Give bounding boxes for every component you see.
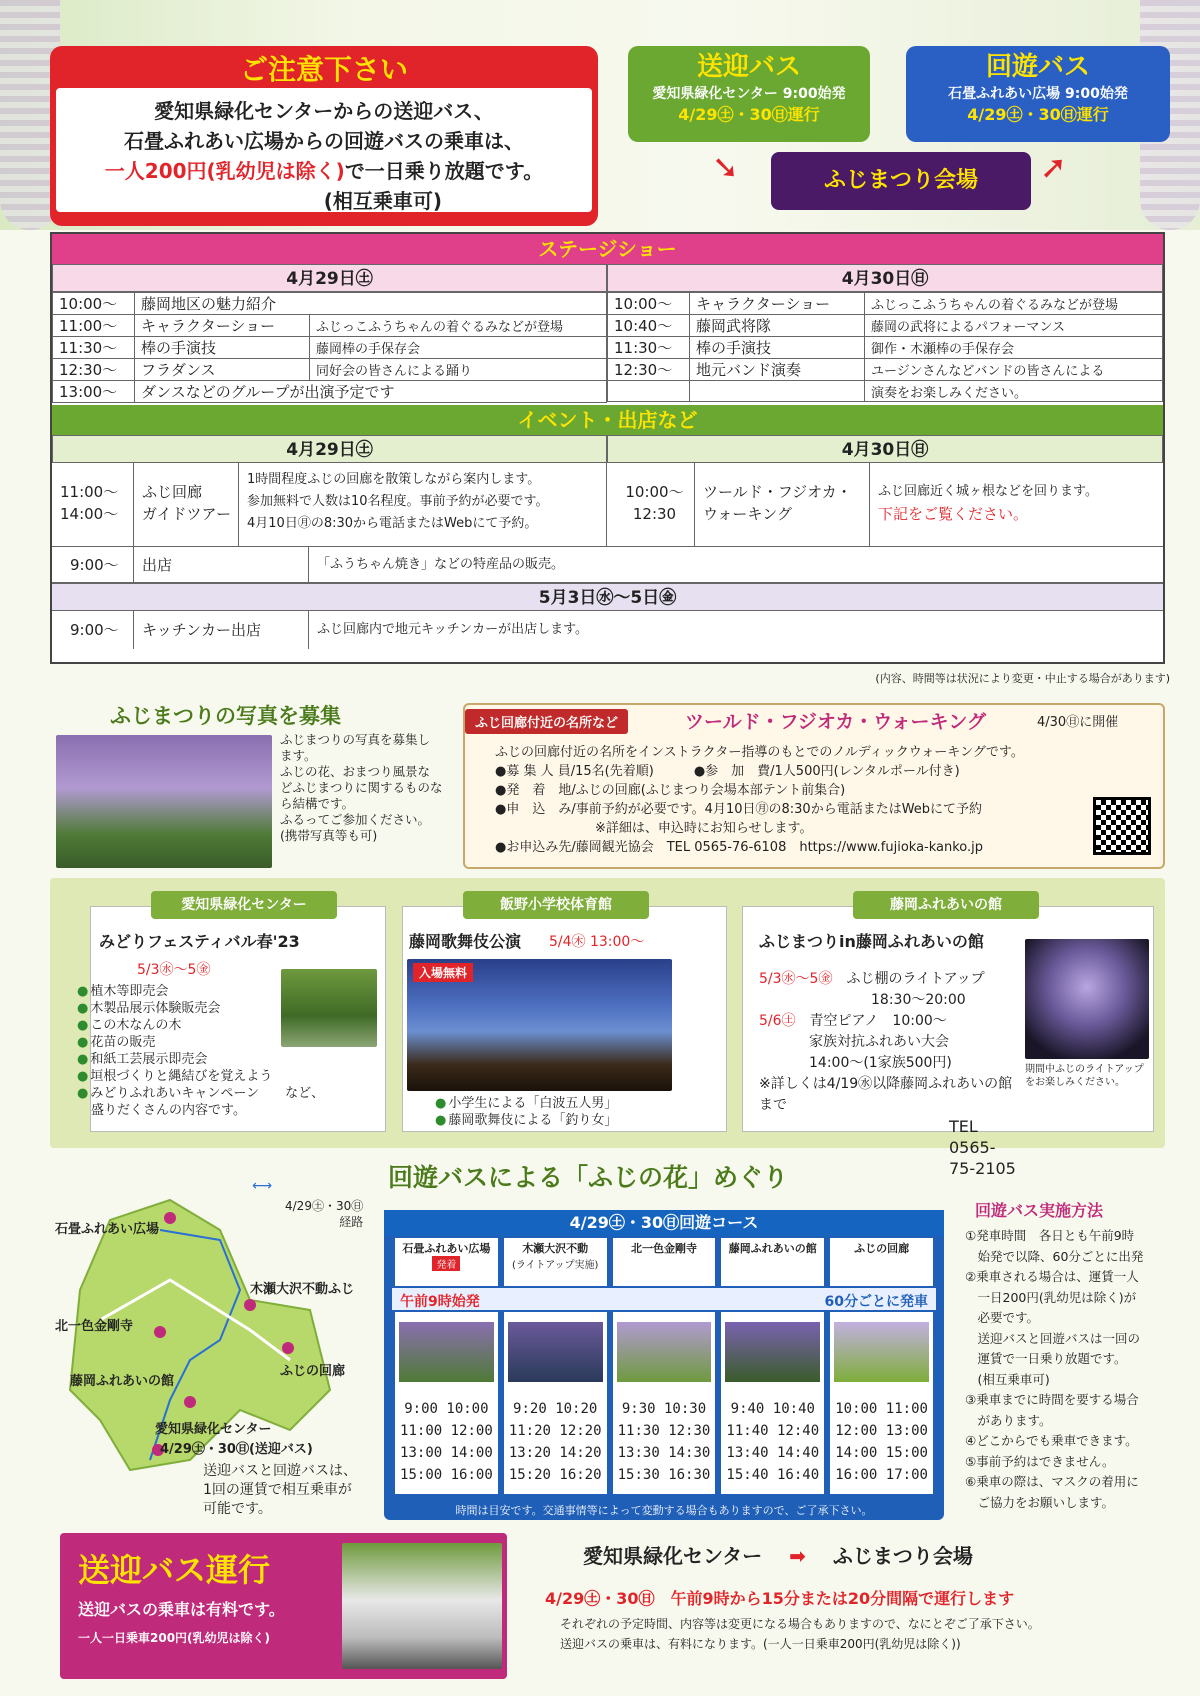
course-stops <box>392 1238 936 1494</box>
stage-day1-table <box>52 292 607 403</box>
lightup-photo <box>1025 939 1149 1059</box>
departure-row: 13:00 14:00 <box>400 1445 493 1461</box>
map-label-fureai: 藤岡ふれあいの館 <box>70 1374 175 1389</box>
departure-row: 15:20 16:20 <box>508 1467 602 1483</box>
course-stop-0 <box>395 1238 498 1494</box>
festival-venue-box: ふじまつり会場 <box>771 152 1031 210</box>
departure-row: 13:20 14:20 <box>508 1445 602 1461</box>
course-stop-photo <box>617 1322 712 1382</box>
table-row: 13:00～ ダンスなどのグループが出演予定です <box>53 381 607 403</box>
photo-contest-body: ふじまつりの写真を募集し ます。 ふじの花、おまつり風景な どふじまつりに関するものな ら結構です。 ふるってご参加ください。 (携帯写真等も可) <box>280 732 443 843</box>
fureai-date-2: 5/6㊏ <box>759 1013 796 1029</box>
arrow-right-icon: ➘ <box>712 148 739 186</box>
departure-row: 15:00 16:00 <box>400 1467 493 1483</box>
table-row: 演奏をお楽しみください。 <box>608 381 1163 402</box>
green-center-panel <box>90 897 386 1132</box>
fureai-time-3: 14:00～(1家族500円) <box>809 1055 952 1071</box>
course-stop-name: 北一色金剛寺 <box>630 1242 697 1255</box>
photo-contest-title: ふじまつりの写真を募集 <box>110 704 341 728</box>
caution-body <box>56 88 592 212</box>
tour-title-2: ガイドツアー <box>142 505 232 523</box>
shuttle-ops-title: 送迎バス運行 <box>78 1551 271 1589</box>
tour-time-1: 11:00～ <box>60 483 119 501</box>
kabuki-free-badge: 入場無料 <box>413 963 473 982</box>
walk-title-2: ウォーキング <box>703 505 792 523</box>
stage-day1-header: 4月29日㊏ <box>52 264 607 292</box>
course-stop-photo <box>725 1322 820 1382</box>
events-kitchen-row: 9:00～ キッチンカー出店 ふじ回廊内で地元キッチンカーが出店します。 <box>52 611 1163 649</box>
caution-fare-rest: で一日乗り放題です。 <box>344 159 544 183</box>
course-stop-2 <box>613 1238 716 1494</box>
fureai-details <box>759 969 1019 1179</box>
table-row: 12:30～ 地元バンド演奏 ユージンさんなどバンドの皆さんによる <box>608 359 1163 381</box>
events-day3-header: 5月3日㊌～5日㊎ <box>52 583 1163 611</box>
shuttle-bus-origin: 愛知県緑化センター 9:00始発 <box>652 86 846 102</box>
course-stop-name: 藤岡ふれあいの館 <box>728 1242 817 1255</box>
caution-title: ご注意下さい <box>239 53 408 86</box>
table-row: 10:40～ 藤岡武将隊 藤岡の武将によるパフォーマンス <box>608 315 1163 337</box>
shuttle-route-from: 愛知県緑化センター <box>583 1544 763 1568</box>
fureai-event-2: 青空ピアノ 10:00～ <box>809 1013 947 1029</box>
shuttle-bus-box <box>628 46 870 142</box>
caution-line-3 <box>56 156 592 186</box>
shuttle-schedule: 4/29㊏・30㊐ 午前9時から15分または20分間隔で運行します <box>545 1589 1015 1608</box>
walking-intro: ふじの回廊付近の名所をインストラクター指導のもとでのノルディックウォーキングです。 <box>495 745 1024 760</box>
green-center-title: みどりフェスティバル春'23 <box>99 932 300 951</box>
shuttle-bus-title: 送迎バス <box>696 52 801 82</box>
departure-row: 13:30 14:30 <box>617 1445 711 1461</box>
course-stop-times <box>830 1398 933 1486</box>
shuttle-bus-days: 4/29㊏・30㊐運行 <box>678 105 820 124</box>
tour-time-2: 14:00～ <box>60 505 119 523</box>
caution-fare: 一人200円(乳幼児は除く) <box>104 159 345 183</box>
loop-bus-origin: 石畳ふれあい広場 9:00始発 <box>948 86 1128 102</box>
course-stop-name: 石畳ふれあい広場 <box>402 1242 491 1255</box>
fureai-event-1: ふじ棚のライトアップ <box>846 971 985 987</box>
walking-contact[interactable]: ●お申込み先/藤岡観光協会 TEL 0565-76-6108 https://www.fujioka-kanko.jp <box>495 840 984 855</box>
table-row: 10:00～ 藤岡地区の魅力紹介 <box>53 293 607 315</box>
departure-row: 15:30 16:30 <box>617 1467 711 1483</box>
walking-apply: ●申 込 み/事前予約が必要です。4月10日㊊の8:30から電話またはWebにて予約 <box>495 802 983 817</box>
shuttle-bus-photo <box>342 1543 502 1669</box>
kabuki-tab: 飯野小学校体育館 <box>463 891 649 919</box>
course-stop-photo <box>399 1322 494 1382</box>
fureai-note: ※詳しくは4/19㊌以降藤岡ふれあいの館まで <box>759 1076 1013 1113</box>
table-row: 12:30～ フラダンス 同好会の皆さんによる踊り <box>53 359 607 381</box>
events-days <box>52 435 1163 463</box>
departure-row: 11:40 12:40 <box>726 1423 820 1439</box>
table-row: 11:00～ キャラクターショー ふじっこふうちゃんの着ぐるみなどが登場 <box>53 315 607 337</box>
green-center-date: 5/3㊌～5㊎ <box>137 962 211 978</box>
walking-date: 4/30㊐に開催 <box>1037 715 1119 730</box>
green-center-items: ● 植木等即売会 ● 木製品展示体験販売会 ● この木なんの木 ● 花苗の販売 ● 和紙工芸展示即売会 ● 垣根づくりと縄結びを覚えよう ● みどりふれあいキャンペーン など、 盛りだくさんの内容です。 <box>77 983 377 1119</box>
kabuki-items: ● 小学生による「白波五人男」 ● 藤岡歌舞伎による「釣り女」 <box>435 1095 617 1129</box>
tour-desc-3: 4月10日㊊の8:30から電話またはWebにて予約。 <box>247 516 538 531</box>
green-center-tab: 愛知県緑化センター <box>151 891 337 919</box>
course-stop-sub: 発着 <box>432 1256 460 1271</box>
map-label-fujikairo: ふじの回廊 <box>280 1364 346 1379</box>
walk-desc-1: ふじ回廊近く城ヶ根などを回ります。 <box>878 484 1098 499</box>
map-label-green-center: 愛知県緑化センター <box>155 1422 272 1437</box>
shuttle-route-to: ふじまつり会場 <box>832 1544 973 1568</box>
course-stop-times <box>395 1398 498 1486</box>
course-first-departure: 午前9時始発 <box>400 1294 480 1310</box>
departure-row: 9:20 10:20 <box>513 1401 598 1417</box>
fureai-panel <box>742 897 1154 1178</box>
table-row: 10:00～ キャラクターショー ふじっこふうちゃんの着ぐるみなどが登場 <box>608 293 1163 315</box>
shuttle-ops-paid: 送迎バスの乗車は有料です。 <box>78 1600 285 1619</box>
course-stop-times <box>504 1398 607 1486</box>
walking-details <box>495 743 1075 857</box>
shuttle-ops-fare: 一人一日乗車200円(乳幼児は除く) <box>78 1631 271 1645</box>
walking-apply-note: ※詳細は、申込時にお知らせします。 <box>595 821 813 836</box>
departure-row: 9:00 10:00 <box>404 1401 489 1417</box>
departure-row: 10:00 11:00 <box>835 1401 928 1417</box>
shuttle-notes: それぞれの予定時間、内容等は変更になる場合もありますので、なにとぞご了承下さい。 送迎バスの乗車は、有料になります。(一人一日乗車200円(乳幼児は除く)) <box>560 1617 1040 1651</box>
lightup-caption: 期間中ふじのライトアップ をお楽しみください。 <box>1025 1064 1144 1088</box>
arrow-right-icon: ➡ <box>789 1544 806 1568</box>
events-shop-row: 9:00～ 出店 「ふうちゃん焼き」などの特産品の販売。 <box>52 547 1163 583</box>
fureai-title: ふじまつりin藤岡ふれあいの館 <box>759 932 984 951</box>
fureai-tab: 藤岡ふれあいの館 <box>853 891 1039 919</box>
departure-row: 15:40 16:40 <box>726 1467 820 1483</box>
course-stop-1 <box>504 1238 607 1494</box>
map-note-transfer: 送迎バスと回遊バスは、 1回の運賃で相互乗車が 可能です。 <box>203 1463 357 1517</box>
stage-day2-table <box>607 292 1163 402</box>
arrow-left-icon: ➚ <box>1040 148 1067 186</box>
tour-title-1: ふじ回廊 <box>142 483 203 501</box>
stage-days <box>52 264 1163 403</box>
departure-row: 14:00 15:00 <box>835 1445 928 1461</box>
course-stop-photo <box>508 1322 603 1382</box>
departure-row: 16:00 17:00 <box>835 1467 928 1483</box>
loop-bus-days: 4/29㊏・30㊐運行 <box>967 105 1109 124</box>
stage-day2 <box>607 264 1163 403</box>
departure-row: 11:20 12:20 <box>508 1423 602 1439</box>
walk-time-1: 10:00～ <box>625 483 684 501</box>
stage-band: ステージショー <box>52 234 1163 264</box>
departure-row: 12:00 13:00 <box>835 1423 928 1439</box>
course-stop-photo <box>834 1322 929 1382</box>
method-list: ①発車時間 各日とも午前9時 始発で以降、60分ごとに出発 ②乗車される場合は、運賃一人 一日200円(乳幼児は除く)が 必要です。 送迎バスと回遊バスは一回の 運賃で一日乗り放題です。 (相互乗車可) ③乗車までに時間を要する場合 があります。 ④どこからでも乗車できます。 ⑤事前予約はできません。 ⑥乗車の際は、マスクの着用に ご協力をお願いします。 <box>965 1228 1144 1510</box>
events-band: イベント・出店など <box>52 405 1163 435</box>
loop-bus-title: 回遊バス <box>985 52 1090 82</box>
departure-row: 13:40 14:40 <box>726 1445 820 1461</box>
walk-title-1: ツールド・フジオカ・ <box>703 483 852 501</box>
table-row: 11:30～ 棒の手演技 藤岡棒の手保存会 <box>53 337 607 359</box>
schedule-disclaimer: (内容、時間等は状況により変更・中止する場合があります) <box>875 672 1170 685</box>
departure-row: 9:40 10:40 <box>730 1401 815 1417</box>
walking-capacity: ●募 集 人 員/15名(先着順) <box>495 764 654 779</box>
course-stop-4 <box>830 1238 933 1494</box>
map-note-shuttle: 4/29㊏・30㊐(送迎バス) <box>160 1442 313 1457</box>
course-stop-name: 木瀬大沢不動 <box>522 1242 589 1255</box>
qr-code-icon[interactable] <box>1093 797 1151 855</box>
stage-day2-header: 4月30日㊐ <box>607 264 1163 292</box>
schedule-table <box>50 232 1165 664</box>
caution-box <box>50 46 598 226</box>
loop-bus-box <box>906 46 1170 142</box>
map-label-kise: 木瀬大沢不動ふじ <box>250 1282 355 1297</box>
kabuki-time: 5/4㊍ 13:00～ <box>549 934 645 950</box>
departure-row: 11:00 12:00 <box>400 1423 493 1439</box>
tour-desc-2: 参加無料で人数は10名程度。事前予約が必要です。 <box>247 494 549 509</box>
course-stop-3 <box>721 1238 824 1494</box>
caution-line-2: 石畳ふれあい広場からの回遊バスの乗車は、 <box>124 129 524 153</box>
walking-title: ツールド・フジオカ・ウォーキング <box>685 711 986 733</box>
route-legend-arrow-icon: ⟷ <box>252 1178 273 1194</box>
stage-day1 <box>52 264 607 403</box>
course-stop-name: ふじの回廊 <box>854 1242 910 1255</box>
caution-line-1: 愛知県緑化センターからの送迎バス、 <box>154 99 494 123</box>
departure-row: 11:30 12:30 <box>617 1423 711 1439</box>
fureai-tel: TEL 0565-75-2105 <box>949 1117 1016 1178</box>
table-row: 11:30～ 棒の手演技 御作・木瀬棒の手保存会 <box>608 337 1163 359</box>
loop-tour-title: 回遊バスによる「ふじの花」めぐり <box>388 1163 789 1192</box>
caution-note: (相互乗車可) <box>323 189 442 213</box>
fureai-time-1: 18:30～20:00 <box>871 992 966 1008</box>
walking-meeting-point: ●発 着 地/ふじの回廊(ふじまつり会場本部テント前集合) <box>495 783 846 798</box>
course-stop-times <box>721 1398 824 1486</box>
fureai-event-3: 家族対抗ふれあい大会 <box>809 1034 949 1050</box>
map-label-ishidatami: 石畳ふれあい広場 <box>55 1222 160 1237</box>
walking-fee: ●参 加 費/1人500円(レンタルポール付き) <box>693 764 960 779</box>
departure-row: 9:30 10:30 <box>621 1401 707 1417</box>
shuttle-ops-box <box>60 1533 507 1679</box>
walk-desc-2: 下記をご覧ください。 <box>878 505 1029 523</box>
course-footer: 時間は目安です。交通事情等によって変動する場合もありますので、ご了承下さい。 <box>455 1504 873 1517</box>
events-tour-row <box>52 463 1163 547</box>
walking-tag: ふじ回廊付近の名所など <box>465 709 628 734</box>
route-legend: 4/29㊏・30㊐ 経路 <box>285 1199 364 1229</box>
events-day1-header: 4月29日㊏ <box>52 435 607 463</box>
course-interval: 60分ごとに発車 <box>824 1294 928 1310</box>
course-depart-band <box>392 1286 936 1312</box>
walk-time-2: 12:30 <box>632 505 677 523</box>
fureai-date-1: 5/3㊌～5㊎ <box>759 971 833 987</box>
method-title: 回遊バス実施方法 <box>975 1201 1104 1220</box>
shuttle-route <box>583 1540 973 1569</box>
course-timetable <box>384 1210 944 1520</box>
tour-desc-1: 1時間程度ふじの回廊を散策しながら案内します。 <box>247 472 541 487</box>
course-stop-sub: (ライトアップ実施) <box>511 1260 599 1271</box>
walking-event-panel <box>463 703 1165 869</box>
map-label-kongoji: 北一色金剛寺 <box>55 1319 134 1334</box>
kabuki-panel <box>402 897 727 1132</box>
events-day2-header: 4月30日㊐ <box>607 435 1163 463</box>
course-stop-times <box>613 1398 716 1486</box>
kabuki-title: 藤岡歌舞伎公演 <box>409 932 522 951</box>
course-title: 4/29㊏・30㊐回遊コース <box>384 1210 944 1236</box>
wisteria-corridor-photo <box>56 735 272 868</box>
